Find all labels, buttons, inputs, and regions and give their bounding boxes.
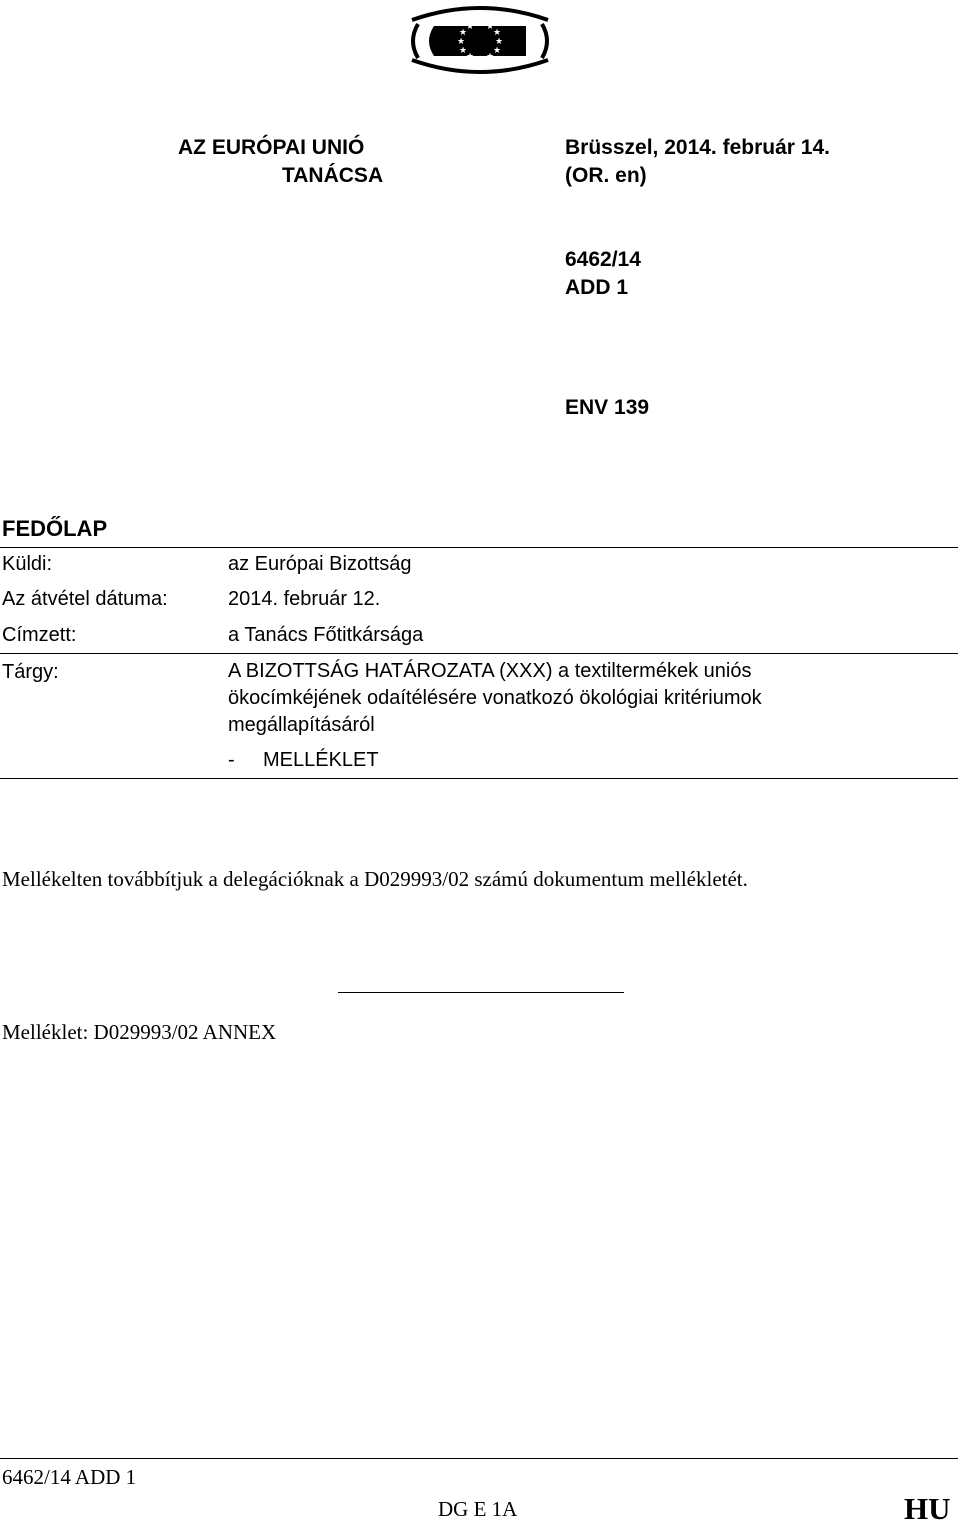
footer-language-code: HU — [904, 1491, 951, 1526]
subject-line-3: megállapításáról — [228, 714, 375, 736]
recipient-value: a Tanács Főtitkársága — [228, 624, 424, 646]
svg-text:★: ★ — [465, 22, 475, 32]
svg-text:★: ★ — [465, 52, 475, 62]
attachment-reference: Melléklet: D029993/02 ANNEX — [2, 1020, 277, 1044]
place-date: Brüsszel, 2014. február 14. — [565, 136, 830, 159]
received-date-value: 2014. február 12. — [228, 588, 381, 610]
document-code: ENV 139 — [565, 396, 650, 419]
svg-text:★: ★ — [485, 22, 495, 32]
institution-name-line2: TANÁCSA — [282, 164, 384, 187]
body-text: Mellékelten továbbítjuk a delegációknak a D029993/02 számú dokumentum mellékletét. — [2, 867, 748, 891]
svg-text:★: ★ — [475, 19, 485, 29]
sender-value: az Európai Bizottság — [228, 553, 412, 575]
eu-council-emblem-icon — [408, 2, 552, 78]
svg-text:★: ★ — [475, 55, 485, 65]
recipient-label: Címzett: — [2, 624, 77, 646]
svg-text:★: ★ — [494, 37, 504, 47]
divider-middle — [0, 653, 958, 654]
original-language: (OR. en) — [565, 164, 647, 187]
subject-annex: MELLÉKLET — [263, 749, 379, 771]
subject-line-1: A BIZOTTSÁG HATÁROZATA (XXX) a textiltermékek uniós — [228, 660, 752, 682]
footer-directorate: DG E 1A — [438, 1497, 518, 1521]
svg-text:★: ★ — [485, 52, 495, 62]
svg-text:★: ★ — [492, 28, 502, 38]
footer-document-reference: 6462/14 ADD 1 — [2, 1465, 137, 1489]
separator-line — [338, 992, 624, 993]
divider-bottom — [0, 778, 958, 779]
svg-text:★: ★ — [492, 46, 502, 56]
received-date-label: Az átvétel dátuma: — [2, 588, 168, 610]
document-addendum: ADD 1 — [565, 276, 629, 299]
footer-divider — [0, 1458, 958, 1459]
cover-sheet-title: FEDŐLAP — [2, 516, 108, 541]
subject-line-2: ökocímkéjének odaítélésére vonatkozó ökológiai kritériumok — [228, 687, 762, 709]
subject-dash: - — [228, 749, 235, 771]
sender-label: Küldi: — [2, 553, 53, 575]
svg-text:★: ★ — [458, 28, 468, 38]
document-number: 6462/14 — [565, 248, 641, 271]
divider-top — [0, 547, 958, 548]
svg-text:★: ★ — [458, 46, 468, 56]
svg-text:★: ★ — [456, 37, 466, 47]
institution-name-line1: AZ EURÓPAI UNIÓ — [178, 136, 365, 159]
subject-label: Tárgy: — [2, 661, 59, 683]
